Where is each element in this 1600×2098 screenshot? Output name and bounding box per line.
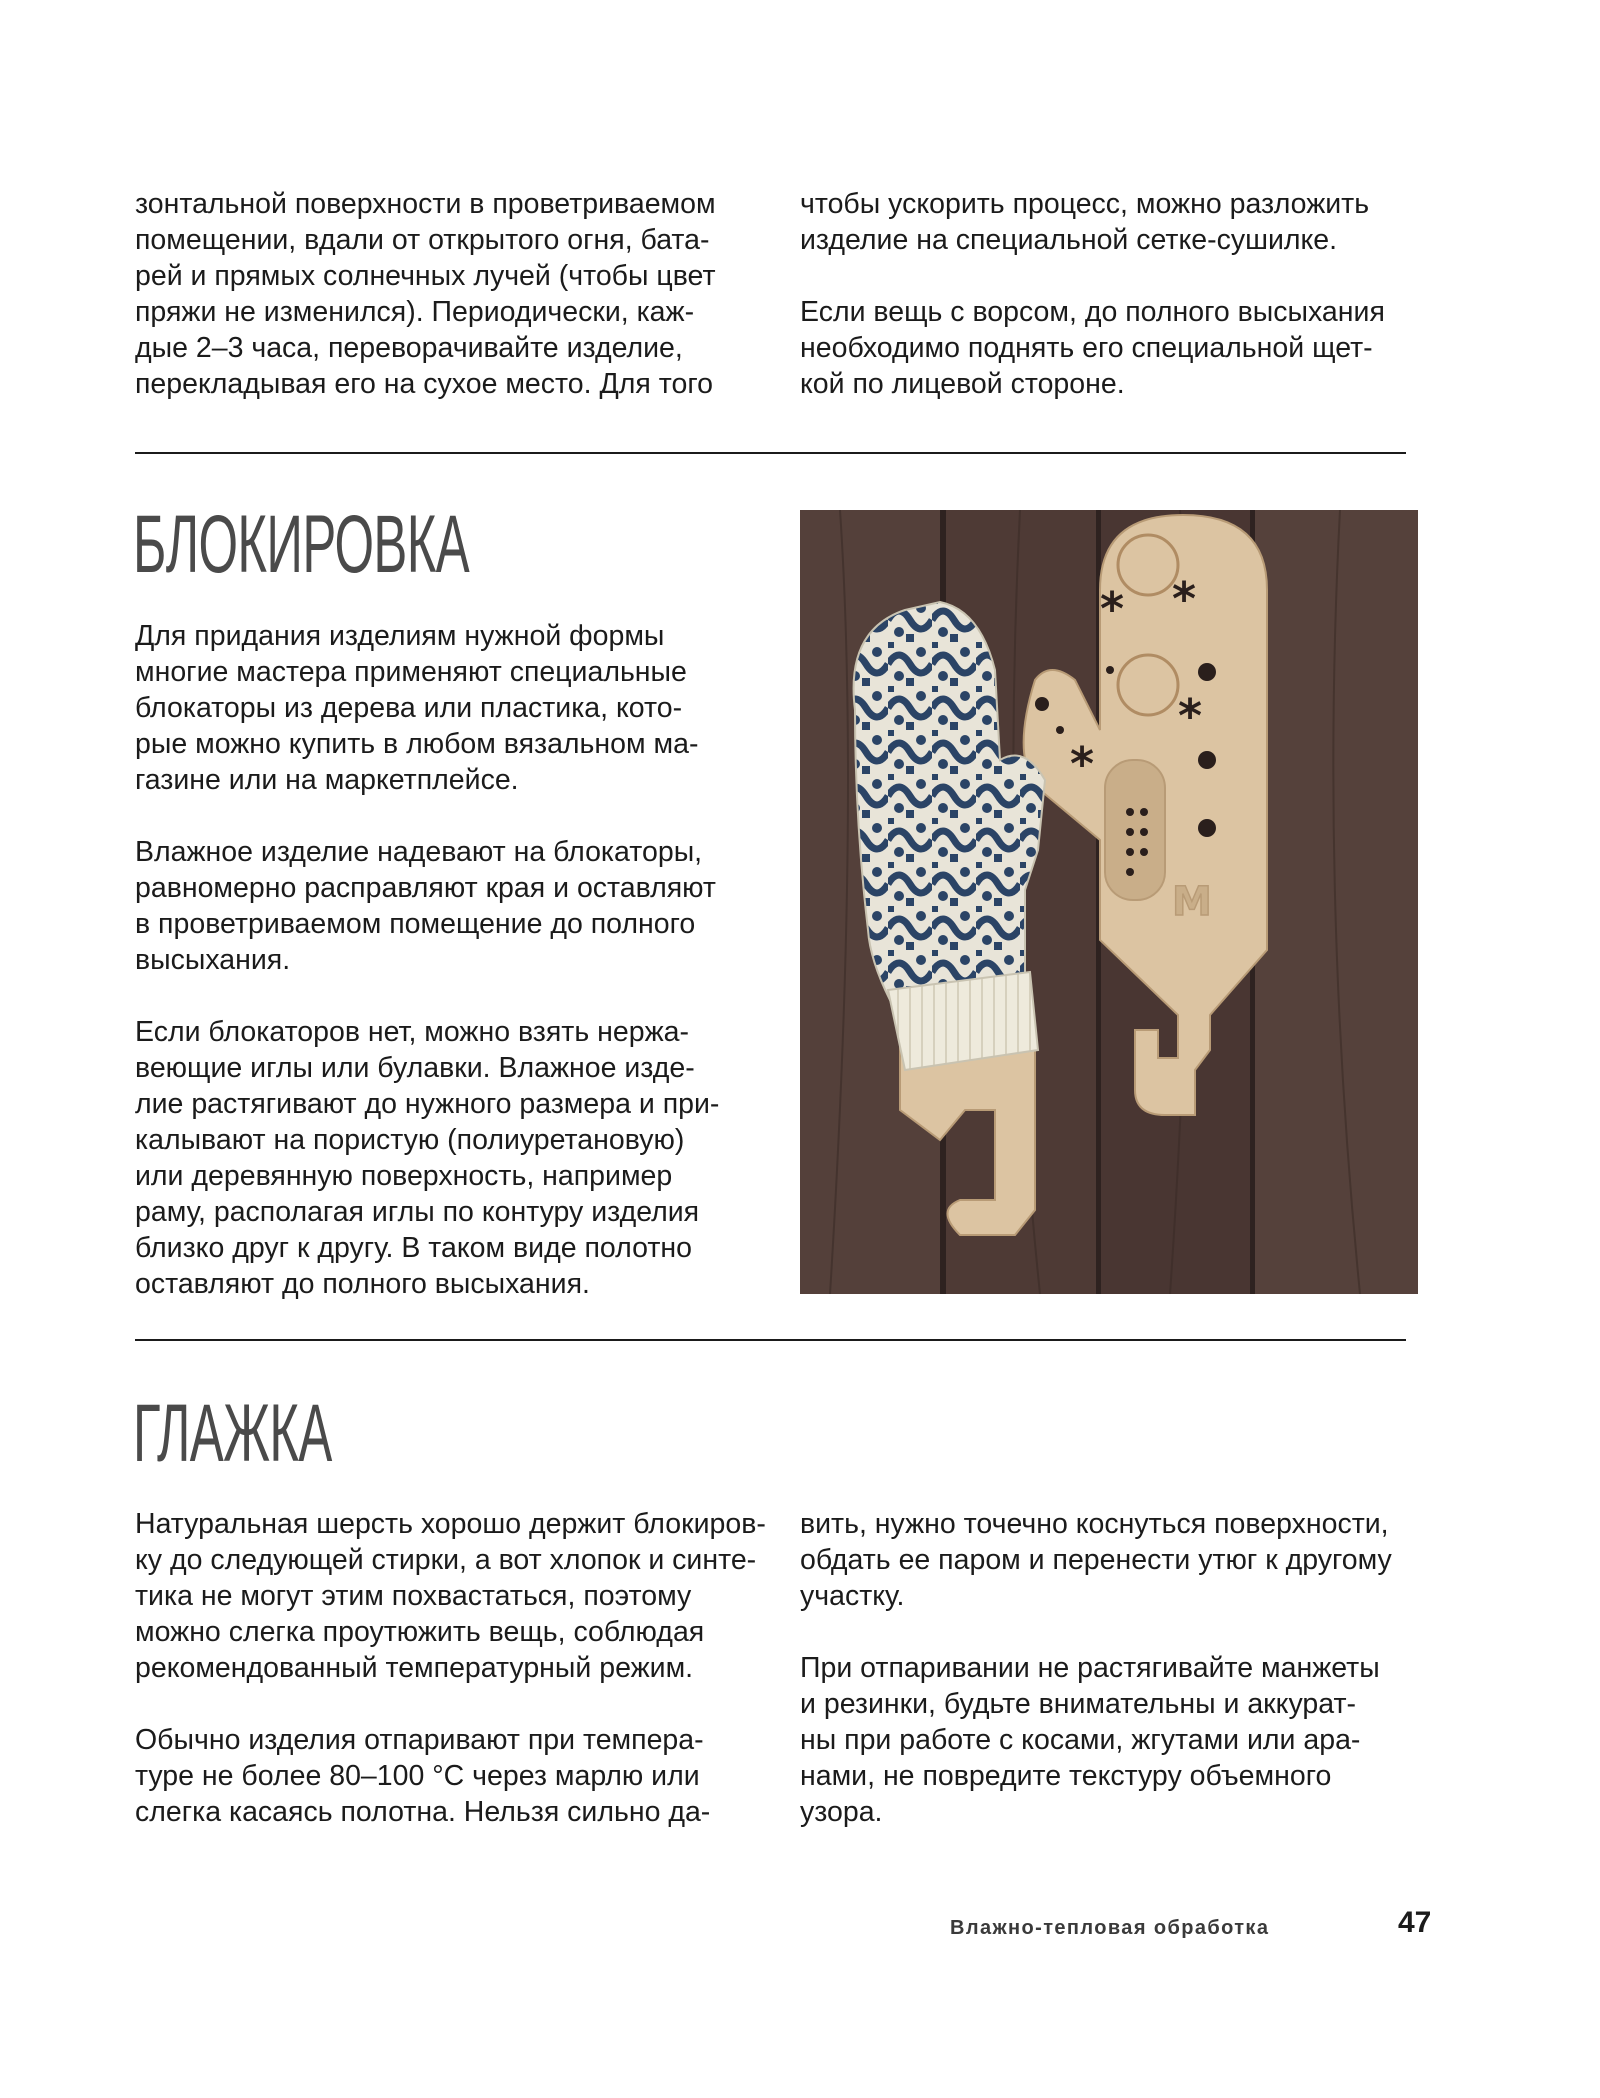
- text-line: изделие на специальной сетке-сушилке.: [800, 224, 1338, 256]
- text-line: и резинки, будьте внимательны и аккурат-: [800, 1688, 1356, 1720]
- text-line: При отпаривании не растягивайте манжеты: [800, 1652, 1380, 1684]
- text-line: чтобы ускорить процесс, можно разложить: [800, 188, 1370, 220]
- svg-text:*: *: [1100, 582, 1125, 636]
- text-line: калывают на пористую (полиуретановую): [135, 1124, 685, 1156]
- text-line: Если блокаторов нет, можно взять нержа-: [135, 1016, 689, 1048]
- text-line: ны при работе с косами, жгутами или ара-: [800, 1724, 1361, 1756]
- text-line: оставляют до полного высыхания.: [135, 1268, 590, 1300]
- blocker-letter: M: [1172, 879, 1212, 925]
- text-line: равномерно расправляют края и оставляют: [135, 872, 716, 904]
- text-line: перекладывая его на сухое место. Для того: [135, 368, 713, 400]
- blocking-paragraph-3: [135, 1014, 755, 1302]
- text-line: Влажное изделие надевают на блокаторы,: [135, 836, 703, 868]
- text-line: дые 2–3 часа, переворачивайте изделие,: [135, 332, 683, 364]
- running-footer-title: Влажно-тепловая обработка: [950, 1917, 1270, 1939]
- mitten-blockers-photo: [800, 510, 1418, 1294]
- top-right-paragraph-1: [800, 186, 1420, 258]
- text-line: веющие иглы или булавки. Влажное изде-: [135, 1052, 695, 1084]
- blocking-paragraph-1: [135, 618, 755, 798]
- text-line: участку.: [800, 1580, 905, 1612]
- text-line: слегка касаясь полотна. Нельзя сильно да-: [135, 1796, 711, 1828]
- svg-text:*: *: [1070, 737, 1095, 791]
- text-line: в проветриваемом помещение до полного: [135, 908, 696, 940]
- text-line: туре не более 80–100 °С через марлю или: [135, 1760, 700, 1792]
- section-heading-ironing: ГЛАЖКА: [133, 1388, 332, 1479]
- text-line: или деревянную поверхность, например: [135, 1160, 673, 1192]
- top-right-paragraph-2: [800, 294, 1420, 402]
- text-line: тика не могут этим похвастаться, поэтому: [135, 1580, 692, 1612]
- top-left-paragraph: [135, 186, 755, 402]
- text-line: Если вещь с ворсом, до полного высыхания: [800, 296, 1385, 328]
- text-line: раму, располагая иглы по контуру изделия: [135, 1196, 700, 1228]
- text-line: можно слегка проутюжить вещь, соблюдая: [135, 1616, 705, 1648]
- text-line: рекомендованный температурный режим.: [135, 1652, 694, 1684]
- text-line: обдать ее паром и перенести утюг к другому: [800, 1544, 1392, 1576]
- text-line: близко друг к другу. В таком виде полотно: [135, 1232, 692, 1264]
- text-line: Для придания изделиям нужной формы: [135, 620, 665, 652]
- text-line: кой по лицевой стороне.: [800, 368, 1125, 400]
- text-line: вить, нужно точечно коснуться поверхности,: [800, 1508, 1389, 1540]
- text-line: лие растягивают до нужного размера и при-: [135, 1088, 720, 1120]
- text-line: газине или на маркетплейсе.: [135, 764, 519, 796]
- text-line: нами, не повредите текстуру объемного: [800, 1760, 1332, 1792]
- text-line: узора.: [800, 1796, 883, 1828]
- text-line: Обычно изделия отпаривают при темпера-: [135, 1724, 704, 1756]
- svg-text:*: *: [1172, 572, 1197, 626]
- text-line: зонтальной поверхности в проветриваемом: [135, 188, 716, 220]
- blocking-paragraph-2: [135, 834, 755, 978]
- ironing-right-paragraph-1: [800, 1506, 1420, 1614]
- text-line: блокаторы из дерева или пластика, кото-: [135, 692, 683, 724]
- ironing-left-paragraph-2: [135, 1722, 755, 1830]
- text-line: высыхания.: [135, 944, 291, 976]
- section-divider: [135, 452, 1406, 454]
- ironing-right-paragraph-2: [800, 1650, 1420, 1830]
- section-divider: [135, 1339, 1406, 1341]
- text-line: помещении, вдали от открытого огня, бата-: [135, 224, 710, 256]
- text-line: ку до следующей стирки, а вот хлопок и синте-: [135, 1544, 757, 1576]
- text-line: пряжи не изменился). Периодически, каж-: [135, 296, 695, 328]
- text-line: рей и прямых солнечных лучей (чтобы цвет: [135, 260, 716, 292]
- text-line: Натуральная шерсть хорошо держит блокиров-: [135, 1508, 766, 1540]
- ironing-left-paragraph-1: [135, 1506, 766, 1686]
- section-heading-blocking: БЛОКИРОВКА: [133, 499, 470, 590]
- text-line: необходимо поднять его специальной щет-: [800, 332, 1373, 364]
- svg-text:*: *: [1178, 689, 1203, 743]
- text-line: рые можно купить в любом вязальном ма-: [135, 728, 699, 760]
- page-number: 47: [1398, 1906, 1432, 1939]
- text-line: многие мастера применяют специальные: [135, 656, 687, 688]
